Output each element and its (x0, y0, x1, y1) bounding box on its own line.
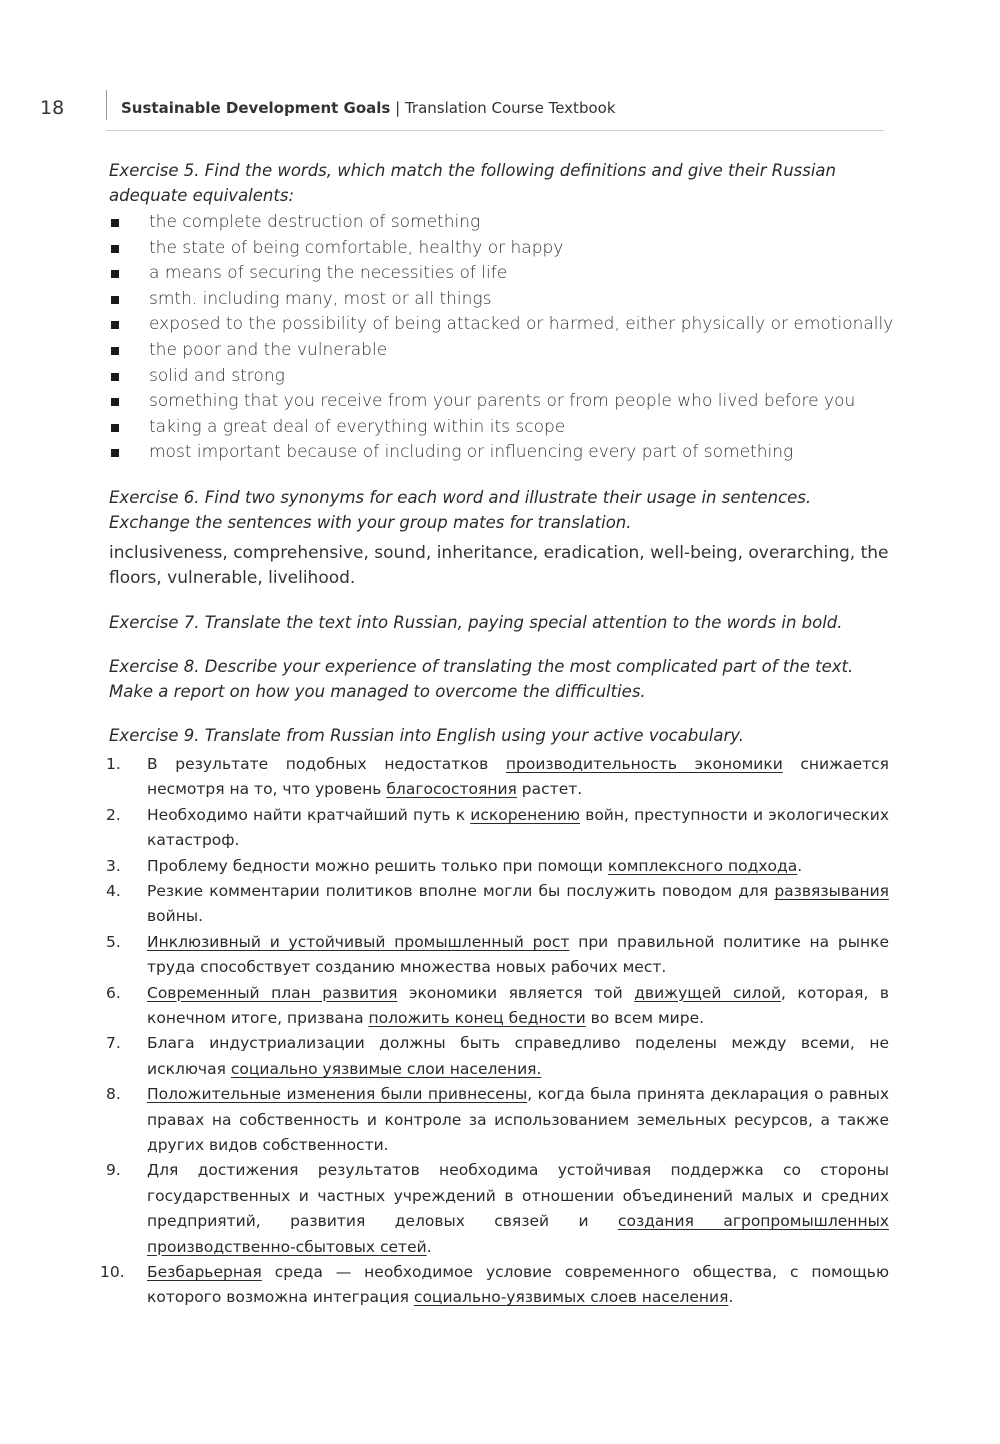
vocabulary-term: благосостояния (386, 780, 517, 799)
definition-item (109, 415, 889, 441)
exercise-6-title-line-1: Exercise 6. Find two synonyms for each word and illustrate their usage in sentences. (109, 487, 812, 507)
definition-text: exposed to the possibility of being attacked or harmed, either physically or emotionally (149, 314, 894, 335)
bullet-square-icon (111, 296, 119, 304)
sentence-item (106, 752, 890, 803)
exercise-8-title (109, 654, 889, 704)
bullet-square-icon (111, 347, 119, 355)
definition-item (109, 210, 889, 236)
definition-item (109, 312, 894, 338)
vocabulary-term: социально уязвимые слои населения. (230, 1059, 542, 1078)
bullet-square-icon (111, 321, 119, 329)
sentence-text: снижается несмотря на то, что уровень (147, 754, 890, 799)
definition-text: the poor and the vulnerable (149, 339, 388, 360)
sentence-number: 4. (106, 881, 121, 900)
sentence-text: во всем мире. (585, 1009, 705, 1027)
header-rule (106, 130, 884, 131)
sentence-item (100, 1260, 889, 1311)
definition-text: the state of being comfortable, healthy or happy (149, 237, 564, 258)
sentence-item (106, 1031, 889, 1082)
running-header (121, 99, 616, 117)
sentence-item (106, 879, 889, 930)
definition-item (109, 287, 889, 313)
sentence-item (106, 803, 889, 854)
bullet-square-icon (111, 398, 119, 406)
exercise-9 (100, 723, 890, 1311)
header-separator: | (390, 99, 405, 117)
definition-item (109, 364, 889, 390)
sentence-text: растет. (516, 780, 583, 799)
exercise-5-title-line-1: Exercise 5. Find the words, which match the following definitions and give their Russian (109, 161, 836, 180)
sentence-text: . (728, 1288, 734, 1307)
sentence-text: . (797, 856, 803, 875)
sentence-text: при правильной политике на рынке труда способствует созданию множества новых рабочих мест. (147, 932, 890, 977)
vocabulary-term: создания агропромышленных производственно-сбытовых сетей (147, 1212, 889, 1256)
definition-item (109, 236, 889, 262)
vocabulary-term: производительность экономики (505, 754, 783, 773)
bullet-square-icon (111, 449, 119, 457)
exercise-8-title-line-2: Make a report on how you managed to overcome the difficulties. (109, 681, 646, 701)
definition-item (109, 440, 889, 466)
book-title: Sustainable Development Goals (121, 99, 391, 117)
bullet-square-icon (111, 270, 119, 278)
sentence-text: Резкие комментарии политиков вполне могли бы послужить поводом для (147, 881, 775, 900)
sentence-text: среда — необходимое условие современного общества, с помощью которого возможна интеграция (147, 1263, 889, 1307)
sentence-text: Необходимо найти кратчайший путь к (147, 805, 471, 824)
page-number: 18 (40, 97, 65, 119)
exercise-5-title-line-2: adequate equivalents: (109, 186, 295, 205)
exercise-9-sentence-list (100, 752, 890, 1311)
vocabulary-term: движущей силой (634, 983, 782, 1002)
bullet-square-icon (111, 245, 119, 253)
bullet-square-icon (111, 373, 119, 381)
exercise-5-title (109, 158, 889, 208)
exercise-7-title: Exercise 7. Translate the text into Russian, paying special attention to the words in bold. (109, 612, 843, 632)
page-content (100, 158, 894, 1311)
sentence-item (106, 1082, 889, 1158)
vocabulary-term: социально-уязвимых слоев населения (413, 1288, 729, 1307)
vocabulary-term: Положительные изменения были привнесены (147, 1085, 528, 1104)
exercise-7 (109, 610, 889, 635)
book-subtitle: Translation Course Textbook (404, 99, 616, 117)
exercise-8 (109, 654, 889, 704)
bullet-square-icon (111, 219, 119, 227)
sentence-number: 2. (106, 805, 121, 824)
definition-text: taking a great deal of everything within its scope (149, 416, 566, 437)
sentence-text: , когда была принята декларация о равных правах на собственность и контроле за использованием земельных ресурсов, а также других видов собственности. (147, 1085, 889, 1155)
sentence-item (106, 981, 889, 1032)
vocabulary-term: искоренению (470, 805, 580, 824)
sentence-number: 10. (100, 1263, 125, 1282)
header-divider (106, 90, 107, 120)
sentence-text: Проблему бедности можно решить только при помощи (147, 856, 608, 875)
exercise-5 (109, 158, 894, 466)
vocabulary-term: развязывания (774, 881, 889, 900)
bullet-square-icon (111, 424, 119, 432)
exercise-9-title: Exercise 9. Translate from Russian into English using your active vocabulary. (109, 725, 745, 745)
exercise-8-title-line-1: Exercise 8. Describe your experience of translating the most complicated part of the text. (109, 656, 854, 676)
sentence-number: 7. (106, 1034, 121, 1053)
vocabulary-term: Современный план развития (147, 983, 398, 1002)
sentence-text: Блага индустриализации должны быть справедливо поделены между всеми, не исключая (147, 1034, 889, 1078)
definition-item (109, 338, 889, 364)
sentence-text: В результате подобных недостатков (147, 754, 506, 773)
sentence-text: войн, преступности и экологических катастроф. (147, 805, 889, 850)
sentence-item (106, 1158, 889, 1260)
definition-text: the complete destruction of something (149, 212, 481, 232)
sentence-number: 1. (106, 754, 121, 773)
vocabulary-term: Безбарьерная (147, 1263, 262, 1282)
sentence-number: 5. (106, 932, 121, 951)
exercise-6 (109, 485, 889, 591)
sentence-text: экономики является той (397, 983, 635, 1002)
sentence-text: . (426, 1237, 432, 1256)
exercise-6-word-list: inclusiveness, comprehensive, sound, inheritance, eradication, well-being, overarching, the floors, vulnerable, livelihood. (109, 542, 889, 588)
sentence-text: , которая, в конечном итоге, призвана (147, 983, 889, 1027)
definition-text: most important because of including or influencing every part of something (149, 442, 794, 463)
definition-text: something that you receive from your parents or from people who lived before you (149, 391, 856, 412)
exercise-5-definition-list (109, 210, 894, 466)
sentence-number: 6. (106, 983, 121, 1002)
sentence-text: войны. (147, 907, 203, 926)
sentence-number: 8. (106, 1085, 121, 1104)
sentence-item (106, 854, 889, 879)
vocabulary-term: положить конец бедности (368, 1009, 586, 1027)
exercise-6-title-line-2: Exchange the sentences with your group mates for translation. (109, 512, 632, 532)
exercise-6-title (109, 485, 889, 535)
vocabulary-term: Инклюзивный и устойчивый промышленный рост (147, 932, 570, 951)
definition-item (109, 261, 889, 287)
definition-item (109, 389, 889, 415)
sentence-number: 9. (106, 1161, 121, 1180)
definition-text: a means of securing the necessities of life (149, 263, 508, 284)
sentence-number: 3. (106, 856, 121, 875)
vocabulary-term: комплексного подхода (607, 856, 798, 875)
definition-text: solid and strong (149, 365, 285, 386)
definition-text: smth. including many, most or all things (149, 288, 492, 309)
sentence-text: Для достижения результатов необходима устойчивая поддержка со стороны государственных и частных учреждений в отношении объединений малых и средних предприятий, развития деловых связей и (147, 1161, 889, 1231)
sentence-item (106, 930, 890, 981)
